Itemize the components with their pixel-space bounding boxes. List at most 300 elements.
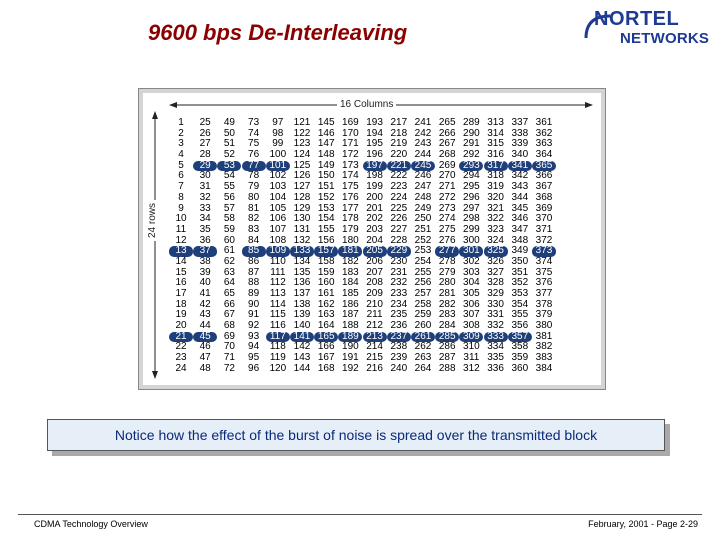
table-cell: 81 bbox=[248, 202, 260, 214]
table-cell: 6 bbox=[178, 170, 184, 182]
table-cell: 28 bbox=[199, 149, 211, 161]
table-cell: 95 bbox=[248, 352, 260, 364]
table-cell: 235 bbox=[390, 309, 408, 321]
table-cell: 307 bbox=[463, 309, 480, 321]
table-cell: 374 bbox=[535, 255, 553, 267]
table-cell: 363 bbox=[535, 138, 553, 150]
table-cell: 80 bbox=[248, 191, 260, 203]
highlighted-cell: 221 bbox=[387, 161, 411, 172]
columns-label: 16 Columns bbox=[337, 99, 396, 110]
table-cell: 174 bbox=[342, 170, 359, 182]
table-cell: 342 bbox=[511, 170, 529, 182]
table-cell: 146 bbox=[317, 127, 335, 139]
table-cell: 131 bbox=[293, 223, 311, 235]
table-cell: 179 bbox=[342, 223, 359, 235]
table-cell: 185 bbox=[342, 288, 359, 299]
table-cell: 191 bbox=[342, 352, 359, 364]
table-cell: 350 bbox=[511, 255, 529, 267]
table-cell: 183 bbox=[342, 266, 359, 278]
table-cell: 30 bbox=[199, 170, 211, 182]
table-cell: 343 bbox=[511, 181, 529, 193]
table-cell: 225 bbox=[390, 202, 408, 214]
table-cell: 196 bbox=[366, 149, 383, 161]
table-cell: 228 bbox=[390, 234, 408, 246]
table-cell: 311 bbox=[463, 352, 480, 364]
table-cell: 108 bbox=[269, 234, 287, 246]
table-cell: 316 bbox=[487, 149, 504, 161]
table-cell: 291 bbox=[463, 138, 480, 150]
table-cell: 383 bbox=[535, 352, 553, 364]
table-cell: 220 bbox=[390, 149, 408, 161]
table-cell: 305 bbox=[463, 288, 480, 299]
table-cell: 153 bbox=[317, 202, 335, 214]
table-cell: 202 bbox=[366, 213, 383, 225]
table-cell: 268 bbox=[438, 149, 456, 161]
table-cell: 169 bbox=[342, 117, 359, 128]
highlighted-cell: 277 bbox=[435, 246, 459, 257]
table-cell: 134 bbox=[293, 255, 311, 267]
table-cell: 332 bbox=[487, 320, 504, 332]
table-cell: 16 bbox=[175, 277, 187, 289]
table-cell: 263 bbox=[414, 352, 432, 364]
highlighted-cell: 365 bbox=[532, 161, 556, 172]
table-cell: 379 bbox=[535, 309, 553, 321]
table-cell: 190 bbox=[342, 341, 359, 353]
table-cell: 298 bbox=[463, 213, 480, 225]
table-cell: 75 bbox=[248, 138, 260, 150]
table-cell: 74 bbox=[248, 127, 260, 139]
table-cell: 247 bbox=[414, 181, 432, 193]
highlighted-cell: 77 bbox=[242, 161, 266, 172]
table-cell: 52 bbox=[223, 149, 235, 161]
table-cell: 46 bbox=[199, 341, 211, 353]
table-cell: 347 bbox=[511, 223, 529, 235]
table-cell: 144 bbox=[293, 362, 311, 374]
table-cell: 353 bbox=[511, 288, 529, 299]
table-cell: 377 bbox=[535, 288, 553, 299]
table-cell: 184 bbox=[342, 277, 359, 289]
table-cell: 337 bbox=[511, 117, 529, 128]
table-cell: 26 bbox=[199, 127, 211, 139]
table-cell: 130 bbox=[293, 213, 311, 225]
table-cell: 249 bbox=[414, 202, 432, 214]
deinterleave-table bbox=[143, 93, 601, 385]
table-cell: 248 bbox=[414, 191, 432, 203]
table-cell: 12 bbox=[175, 234, 187, 246]
table-cell: 215 bbox=[366, 352, 383, 364]
table-cell: 163 bbox=[317, 309, 335, 321]
table-row bbox=[169, 364, 599, 375]
table-cell: 160 bbox=[317, 277, 335, 289]
table-cell: 267 bbox=[438, 138, 456, 150]
table-cell: 42 bbox=[199, 298, 211, 310]
table-cell: 39 bbox=[199, 266, 211, 278]
table-cell: 260 bbox=[414, 320, 432, 332]
table-cell: 72 bbox=[223, 362, 235, 374]
highlighted-cell: 21 bbox=[169, 332, 193, 343]
table-cell: 106 bbox=[269, 213, 287, 225]
table-cell: 271 bbox=[438, 181, 456, 193]
table-cell: 88 bbox=[248, 277, 260, 289]
table-cell: 128 bbox=[293, 191, 311, 203]
table-cell: 361 bbox=[535, 117, 553, 128]
table-cell: 175 bbox=[342, 181, 359, 193]
table-cell: 24 bbox=[175, 362, 187, 374]
table-cell: 223 bbox=[390, 181, 408, 193]
highlighted-cell: 213 bbox=[363, 332, 387, 343]
table-cell: 378 bbox=[535, 298, 553, 310]
table-cell: 1 bbox=[178, 117, 184, 128]
table-cell: 297 bbox=[463, 202, 480, 214]
table-cell: 300 bbox=[463, 234, 480, 246]
table-cell: 31 bbox=[199, 181, 211, 193]
table-cell: 154 bbox=[317, 213, 335, 225]
highlighted-cell: 197 bbox=[363, 161, 387, 172]
table-cell: 3 bbox=[178, 138, 184, 150]
highlighted-cell: 245 bbox=[411, 161, 435, 172]
table-cell: 381 bbox=[535, 330, 553, 342]
table-cell: 299 bbox=[463, 223, 480, 235]
highlighted-cell: 357 bbox=[508, 332, 532, 343]
table-cell: 107 bbox=[269, 223, 287, 235]
table-cell: 171 bbox=[342, 138, 359, 150]
highlighted-cell: 101 bbox=[266, 161, 290, 172]
table-cell: 224 bbox=[390, 191, 408, 203]
table-cell: 127 bbox=[293, 181, 311, 193]
table-cell: 90 bbox=[248, 298, 260, 310]
table-cell: 132 bbox=[293, 234, 311, 246]
highlighted-cell: 189 bbox=[338, 332, 362, 343]
table-cell: 236 bbox=[390, 320, 408, 332]
table-cell: 252 bbox=[414, 234, 432, 246]
table-cell: 66 bbox=[223, 298, 235, 310]
table-cell: 47 bbox=[199, 352, 211, 364]
table-cell: 270 bbox=[438, 170, 456, 182]
table-cell: 119 bbox=[269, 352, 286, 364]
table-cell: 280 bbox=[438, 277, 456, 289]
table-cell: 253 bbox=[414, 245, 432, 257]
highlighted-cell: 309 bbox=[459, 332, 483, 343]
table-cell: 239 bbox=[390, 352, 408, 364]
highlighted-cell: 301 bbox=[459, 246, 483, 257]
table-cell: 63 bbox=[223, 266, 235, 278]
table-cell: 187 bbox=[342, 309, 359, 321]
table-cell: 104 bbox=[269, 191, 287, 203]
table-cell: 254 bbox=[414, 255, 432, 267]
table-cell: 269 bbox=[438, 159, 456, 171]
table-cell: 162 bbox=[317, 298, 335, 310]
table-cell: 339 bbox=[511, 138, 529, 150]
table-cell: 348 bbox=[511, 234, 529, 246]
table-cell: 286 bbox=[438, 341, 456, 353]
highlighted-cell: 373 bbox=[532, 246, 556, 257]
table-cell: 211 bbox=[366, 309, 383, 321]
table-cell: 97 bbox=[272, 117, 284, 128]
table-cell: 362 bbox=[535, 127, 553, 139]
table-cell: 10 bbox=[175, 213, 187, 225]
table-cell: 246 bbox=[414, 170, 432, 182]
table-cell: 194 bbox=[366, 127, 383, 139]
table-cell: 354 bbox=[511, 298, 529, 310]
table-cell: 25 bbox=[199, 117, 211, 128]
table-cell: 382 bbox=[535, 341, 553, 353]
table-cell: 110 bbox=[269, 255, 286, 267]
highlighted-cell: 237 bbox=[387, 332, 411, 343]
table-cell: 198 bbox=[366, 170, 383, 182]
table-cell: 304 bbox=[463, 277, 480, 289]
table-cell: 84 bbox=[248, 234, 260, 246]
table-cell: 161 bbox=[317, 288, 335, 299]
table-cell: 79 bbox=[248, 181, 260, 193]
table-cell: 152 bbox=[317, 191, 335, 203]
table-cell: 322 bbox=[487, 213, 504, 225]
highlighted-cell: 141 bbox=[290, 332, 314, 343]
table-cell: 258 bbox=[414, 298, 432, 310]
table-cell: 275 bbox=[438, 223, 456, 235]
table-cell: 371 bbox=[535, 223, 553, 235]
table-cell: 310 bbox=[463, 341, 480, 353]
table-cell: 344 bbox=[511, 191, 529, 203]
table-cell: 241 bbox=[414, 117, 432, 128]
table-cell: 7 bbox=[178, 181, 184, 193]
table-cell: 135 bbox=[293, 266, 311, 278]
highlighted-cell: 29 bbox=[193, 161, 217, 172]
table-cell: 86 bbox=[248, 255, 260, 267]
table-cell: 78 bbox=[248, 170, 260, 182]
table-cell: 226 bbox=[390, 213, 408, 225]
table-cell: 41 bbox=[199, 288, 211, 299]
table-cell: 232 bbox=[390, 277, 408, 289]
table-cell: 113 bbox=[269, 288, 286, 299]
table-cell: 265 bbox=[438, 117, 456, 128]
table-cell: 218 bbox=[390, 127, 408, 139]
table-cell: 282 bbox=[438, 298, 456, 310]
table-cell: 255 bbox=[414, 266, 432, 278]
table-cell: 151 bbox=[317, 181, 335, 193]
table-cell: 227 bbox=[390, 223, 408, 235]
table-cell: 192 bbox=[342, 362, 359, 374]
footer-right: February, 2001 - Page 2-29 bbox=[588, 519, 698, 529]
table-cell: 201 bbox=[366, 202, 383, 214]
table-cell: 349 bbox=[511, 245, 529, 257]
table-cell: 320 bbox=[487, 191, 504, 203]
table-cell: 368 bbox=[535, 191, 553, 203]
table-cell: 149 bbox=[317, 159, 335, 171]
table-cell: 243 bbox=[414, 138, 432, 150]
table-cell: 140 bbox=[293, 320, 311, 332]
table-cell: 4 bbox=[178, 149, 184, 161]
table-cell: 18 bbox=[175, 298, 187, 310]
table-cell: 125 bbox=[293, 159, 311, 171]
table-cell: 22 bbox=[175, 341, 187, 353]
table-cell: 91 bbox=[248, 309, 260, 321]
table-cell: 115 bbox=[269, 309, 286, 321]
table-cell: 92 bbox=[248, 320, 260, 332]
table-cell: 257 bbox=[414, 288, 432, 299]
table-cell: 323 bbox=[487, 223, 504, 235]
table-cell: 208 bbox=[366, 277, 383, 289]
table-cell: 288 bbox=[438, 362, 456, 374]
table-cell: 231 bbox=[390, 266, 408, 278]
table-cell: 318 bbox=[487, 170, 504, 182]
table-cell: 65 bbox=[223, 288, 235, 299]
table-cell: 182 bbox=[342, 255, 359, 267]
highlighted-cell: 109 bbox=[266, 246, 290, 257]
table-cell: 159 bbox=[317, 266, 335, 278]
table-cell: 214 bbox=[366, 341, 383, 353]
table-cell: 203 bbox=[366, 223, 383, 235]
table-cell: 150 bbox=[317, 170, 335, 182]
table-cell: 100 bbox=[269, 149, 287, 161]
table-cell: 139 bbox=[293, 309, 311, 321]
table-cell: 262 bbox=[414, 341, 432, 353]
table-cell: 303 bbox=[463, 266, 480, 278]
table-cell: 219 bbox=[390, 138, 408, 150]
table-cell: 328 bbox=[487, 277, 504, 289]
table-cell: 9 bbox=[178, 202, 184, 214]
table-cell: 352 bbox=[511, 277, 529, 289]
highlighted-cell: 261 bbox=[411, 332, 435, 343]
highlighted-cell: 37 bbox=[193, 246, 217, 257]
table-cell: 212 bbox=[366, 320, 383, 332]
table-cell: 11 bbox=[175, 223, 187, 235]
highlighted-cell: 133 bbox=[290, 246, 314, 257]
table-cell: 99 bbox=[272, 138, 284, 150]
table-cell: 204 bbox=[366, 234, 383, 246]
highlighted-cell: 341 bbox=[508, 161, 532, 172]
table-cell: 295 bbox=[463, 181, 480, 193]
table-cell: 358 bbox=[511, 341, 529, 353]
table-cell: 330 bbox=[487, 298, 504, 310]
table-cell: 380 bbox=[535, 320, 553, 332]
table-cell: 289 bbox=[463, 117, 480, 128]
table-cell: 70 bbox=[223, 341, 235, 353]
table-cell: 87 bbox=[248, 266, 260, 278]
deinterleave-figure bbox=[138, 88, 606, 390]
table-cell: 372 bbox=[535, 234, 553, 246]
table-cell: 345 bbox=[511, 202, 529, 214]
table-cell: 137 bbox=[293, 288, 311, 299]
table-cell: 206 bbox=[366, 255, 383, 267]
table-cell: 331 bbox=[487, 309, 504, 321]
table-cell: 83 bbox=[248, 223, 260, 235]
table-cell: 369 bbox=[535, 202, 553, 214]
table-cell: 122 bbox=[293, 127, 311, 139]
table-cell: 155 bbox=[317, 223, 335, 235]
highlighted-cell: 285 bbox=[435, 332, 459, 343]
table-cell: 314 bbox=[487, 127, 504, 139]
table-cell: 129 bbox=[293, 202, 311, 214]
table-cell: 250 bbox=[414, 213, 432, 225]
logo-line2: NETWORKS bbox=[620, 30, 710, 47]
table-cell: 147 bbox=[317, 138, 335, 150]
table-cell: 336 bbox=[487, 362, 504, 374]
table-cell: 156 bbox=[317, 234, 335, 246]
highlighted-cell: 317 bbox=[484, 161, 508, 172]
table-cell: 145 bbox=[317, 117, 335, 128]
table-cell: 167 bbox=[317, 352, 335, 364]
table-cell: 199 bbox=[366, 181, 383, 193]
table-cell: 57 bbox=[223, 202, 235, 214]
table-cell: 170 bbox=[342, 127, 359, 139]
table-cell: 178 bbox=[342, 213, 359, 225]
table-cell: 290 bbox=[463, 127, 480, 139]
highlighted-cell: 45 bbox=[193, 332, 217, 343]
table-cell: 76 bbox=[248, 149, 260, 161]
table-cell: 44 bbox=[199, 320, 211, 332]
table-cell: 33 bbox=[199, 202, 211, 214]
table-cell: 15 bbox=[175, 266, 187, 278]
table-cell: 359 bbox=[511, 352, 529, 364]
table-cell: 209 bbox=[366, 288, 383, 299]
table-cell: 50 bbox=[223, 127, 235, 139]
table-cell: 283 bbox=[438, 309, 456, 321]
table-cell: 48 bbox=[199, 362, 211, 374]
table-cell: 266 bbox=[438, 127, 456, 139]
table-cell: 274 bbox=[438, 213, 456, 225]
table-cell: 200 bbox=[366, 191, 383, 203]
table-cell: 51 bbox=[223, 138, 235, 150]
table-cell: 233 bbox=[390, 288, 408, 299]
table-cell: 93 bbox=[248, 330, 260, 342]
table-cell: 59 bbox=[223, 223, 235, 235]
table-cell: 238 bbox=[390, 341, 408, 353]
highlighted-cell: 165 bbox=[314, 332, 338, 343]
table-cell: 296 bbox=[463, 191, 480, 203]
table-cell: 143 bbox=[293, 352, 311, 364]
number-grid bbox=[169, 118, 599, 375]
table-cell: 334 bbox=[487, 341, 504, 353]
table-cell: 216 bbox=[366, 362, 383, 374]
table-cell: 116 bbox=[269, 320, 286, 332]
table-cell: 2 bbox=[178, 127, 184, 139]
table-cell: 326 bbox=[487, 255, 504, 267]
table-cell: 173 bbox=[342, 159, 359, 171]
table-cell: 335 bbox=[487, 352, 504, 364]
table-cell: 193 bbox=[366, 117, 383, 128]
table-cell: 166 bbox=[317, 341, 335, 353]
table-cell: 94 bbox=[248, 341, 260, 353]
table-cell: 27 bbox=[199, 138, 211, 150]
table-cell: 370 bbox=[535, 213, 553, 225]
table-cell: 312 bbox=[463, 362, 480, 374]
table-cell: 49 bbox=[223, 117, 235, 128]
highlighted-cell: 293 bbox=[459, 161, 483, 172]
highlighted-cell: 85 bbox=[242, 246, 266, 257]
table-cell: 222 bbox=[390, 170, 408, 182]
table-cell: 71 bbox=[223, 352, 235, 364]
table-cell: 188 bbox=[342, 320, 359, 332]
table-cell: 64 bbox=[223, 277, 235, 289]
footer-divider bbox=[18, 514, 702, 515]
table-cell: 138 bbox=[293, 298, 311, 310]
table-cell: 315 bbox=[487, 138, 504, 150]
rows-label: 24 rows bbox=[147, 200, 158, 241]
table-cell: 292 bbox=[463, 149, 480, 161]
table-cell: 360 bbox=[511, 362, 529, 374]
table-cell: 281 bbox=[438, 288, 456, 299]
table-cell: 287 bbox=[438, 352, 456, 364]
table-cell: 364 bbox=[535, 149, 553, 161]
table-cell: 351 bbox=[511, 266, 529, 278]
table-cell: 321 bbox=[487, 202, 504, 214]
highlighted-cell: 333 bbox=[484, 332, 508, 343]
table-cell: 35 bbox=[199, 223, 211, 235]
table-cell: 273 bbox=[438, 202, 456, 214]
table-cell: 55 bbox=[223, 181, 235, 193]
table-cell: 5 bbox=[178, 159, 184, 171]
table-cell: 105 bbox=[269, 202, 287, 214]
